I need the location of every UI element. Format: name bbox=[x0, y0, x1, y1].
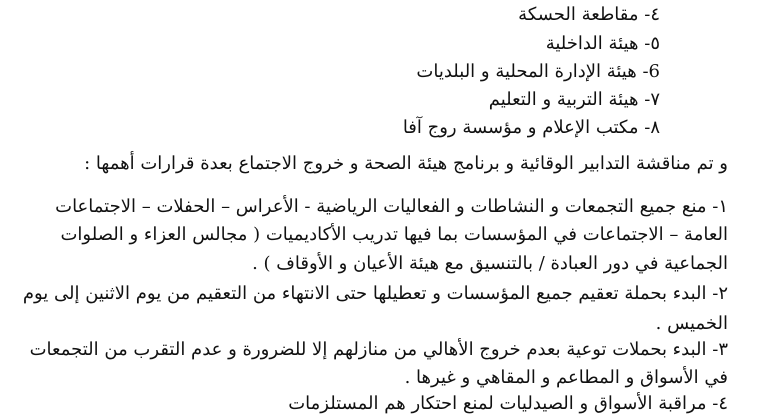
list-item: ٥- هيئة الداخلية bbox=[545, 33, 660, 54]
decision-line: ١- منع جميع التجمعات و النشاطات و الفعاليات الرياضية - الأعراس – الحفلات – الاجتماعات bbox=[55, 196, 728, 217]
decision-line: ٢- البدء بحملة تعقيم جميع المؤسسات و تعطيلها حتى الانتهاء من التعقيم من يوم الاثنين إلى يوم bbox=[22, 283, 728, 304]
list-item: ٨- مكتب الإعلام و مؤسسة روج آفا bbox=[402, 117, 660, 138]
list-item: 6- هيئة الإدارة المحلية و البلديات bbox=[416, 61, 660, 82]
decision-line: ٣- البدء بحملات توعية بعدم خروج الأهالي من منازلهم إلا للضرورة و عدم التقرب من التجمعات bbox=[29, 339, 728, 360]
list-item: ٧- هيئة التربية و التعليم bbox=[488, 89, 660, 110]
decision-line: العامة – الاجتماعات في المؤسسات بما فيها تدريب الأكاديميات ( مجالس العزاء و الصلوات bbox=[60, 224, 728, 245]
list-item: ٤- مقاطعة الحسكة bbox=[518, 4, 660, 25]
decision-line: في الأسواق و المطاعم و المقاهي و غيرها . bbox=[404, 367, 728, 388]
decision-line: الخميس . bbox=[655, 313, 728, 334]
decision-line: ٤- مراقبة الأسواق و الصيدليات لمنع احتكار هم المستلزمات bbox=[288, 393, 728, 414]
decision-line: الجماعية في دور العبادة / بالتنسيق مع هيئة الأعيان و الأوقاف ) . bbox=[252, 253, 728, 274]
intro-paragraph: و تم مناقشة التدابير الوقائية و برنامج هيئة الصحة و خروج الاجتماع بعدة قرارات أهمها : bbox=[84, 153, 728, 174]
